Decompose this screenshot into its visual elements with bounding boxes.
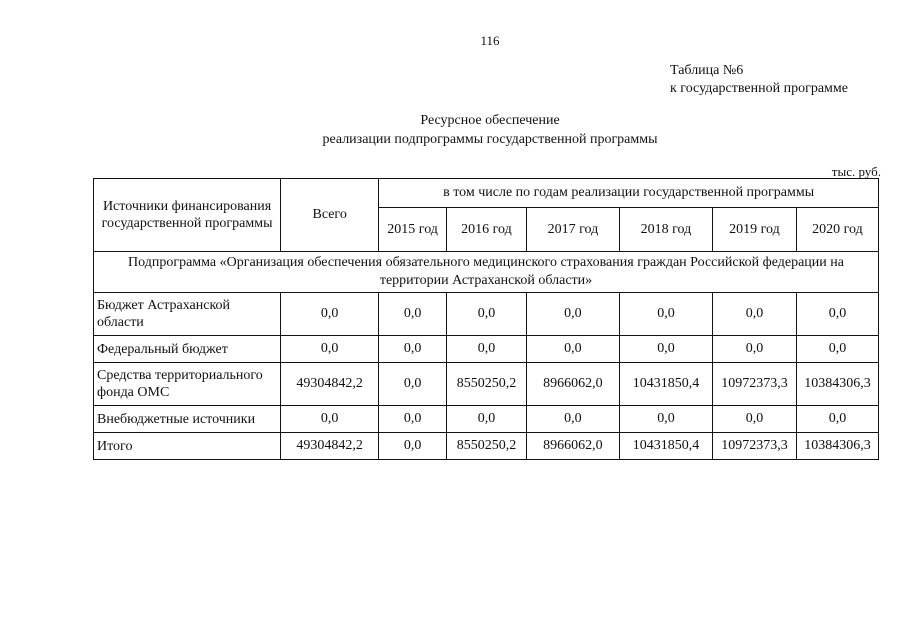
appendix-note xyxy=(670,62,848,98)
table-row xyxy=(94,293,879,336)
cell-2017: 8966062,0 xyxy=(526,363,619,406)
cell-2015: 0,0 xyxy=(379,433,447,460)
row-source: Средства территориального фонда ОМС xyxy=(94,363,281,406)
cell-2016: 0,0 xyxy=(447,336,527,363)
subprogram-row xyxy=(94,252,879,293)
row-source: Внебюджетные источники xyxy=(94,406,281,433)
cell-2016: 0,0 xyxy=(447,406,527,433)
cell-total: 0,0 xyxy=(281,336,379,363)
cell-2020: 10384306,3 xyxy=(796,363,878,406)
subprogram-title: Подпрограмма «Организация обеспечения обязательного медицинского страхования граждан Российской федерации на территории Астраханской области» xyxy=(94,252,879,293)
header-year: 2020 год xyxy=(796,208,878,252)
document-title xyxy=(0,111,905,149)
cell-total: 49304842,2 xyxy=(281,363,379,406)
cell-2019: 0,0 xyxy=(713,336,797,363)
cell-2015: 0,0 xyxy=(379,336,447,363)
header-year: 2016 год xyxy=(447,208,527,252)
row-source: Итого xyxy=(94,433,281,460)
cell-2019: 10972373,3 xyxy=(713,363,797,406)
cell-2016: 8550250,2 xyxy=(447,363,527,406)
table-row-total xyxy=(94,433,879,460)
cell-2017: 0,0 xyxy=(526,406,619,433)
cell-total: 0,0 xyxy=(281,406,379,433)
cell-2018: 10431850,4 xyxy=(619,433,712,460)
cell-2016: 0,0 xyxy=(447,293,527,336)
cell-2019: 0,0 xyxy=(713,406,797,433)
cell-2020: 0,0 xyxy=(796,336,878,363)
cell-2020: 0,0 xyxy=(796,293,878,336)
appendix-line-2: к государственной программе xyxy=(670,81,848,96)
cell-2020: 10384306,3 xyxy=(796,433,878,460)
cell-2017: 8966062,0 xyxy=(526,433,619,460)
cell-total: 49304842,2 xyxy=(281,433,379,460)
header-years-span: в том числе по годам реализации государственной программы xyxy=(379,179,879,208)
cell-2015: 0,0 xyxy=(379,406,447,433)
cell-2018: 0,0 xyxy=(619,293,712,336)
resource-table xyxy=(93,178,879,460)
header-year: 2019 год xyxy=(713,208,797,252)
page-number: 116 xyxy=(480,33,500,48)
cell-2017: 0,0 xyxy=(526,293,619,336)
cell-2020: 0,0 xyxy=(796,406,878,433)
table-row xyxy=(94,363,879,406)
header-year: 2018 год xyxy=(619,208,712,252)
header-row-1 xyxy=(94,179,879,208)
cell-2016: 8550250,2 xyxy=(447,433,527,460)
appendix-line-1: Таблица №6 xyxy=(670,63,744,78)
title-line-2: реализации подпрограммы государственной программы xyxy=(322,132,658,147)
units-label: тыс. руб. xyxy=(831,164,881,179)
cell-2019: 0,0 xyxy=(713,293,797,336)
table-row xyxy=(94,406,879,433)
header-source: Источники финансирования государственной программы xyxy=(94,179,281,252)
cell-2017: 0,0 xyxy=(526,336,619,363)
header-year: 2017 год xyxy=(526,208,619,252)
table-row xyxy=(94,336,879,363)
cell-total: 0,0 xyxy=(281,293,379,336)
title-line-1: Ресурсное обеспечение xyxy=(420,113,560,128)
row-source: Бюджет Астраханской области xyxy=(94,293,281,336)
cell-2019: 10972373,3 xyxy=(713,433,797,460)
cell-2018: 0,0 xyxy=(619,336,712,363)
cell-2015: 0,0 xyxy=(379,293,447,336)
row-source: Федеральный бюджет xyxy=(94,336,281,363)
cell-2018: 10431850,4 xyxy=(619,363,712,406)
cell-2015: 0,0 xyxy=(379,363,447,406)
header-total: Всего xyxy=(281,179,379,252)
cell-2018: 0,0 xyxy=(619,406,712,433)
header-year: 2015 год xyxy=(379,208,447,252)
